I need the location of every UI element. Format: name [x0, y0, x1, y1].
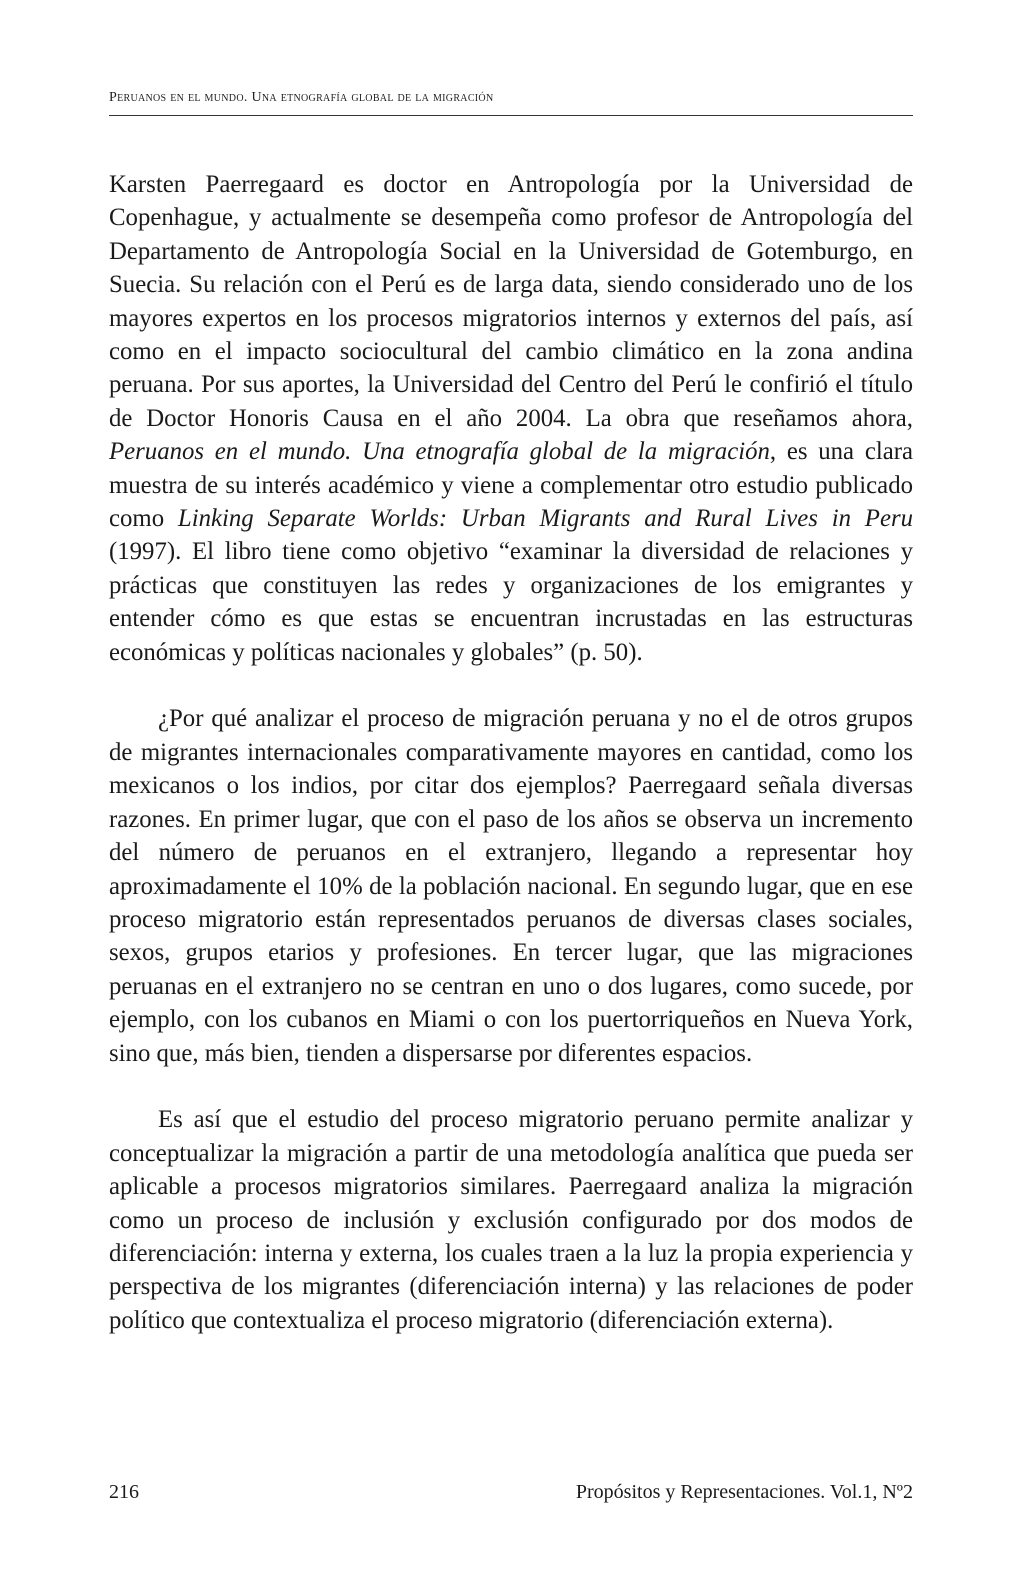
page-footer [109, 1481, 913, 1504]
text-segment: Karsten Paerregaard es doctor en Antropología por la Universidad de Copenhague, y actualmente se desempeña como profesor de Antropología del Departamento de Antropología Social en la Universidad de Gotemburgo, en Suecia. Su relación con el Perú es de larga data, siendo considerado uno de los mayores expertos en los procesos migratorios internos y externos del país, así como en el impacto sociocultural del cambio climático en la zona andina peruana. Por sus aportes, la Universidad del Centro del Perú le confirió el título de Doctor Honoris Causa en el año 2004. La obra que reseñamos ahora, [109, 171, 913, 432]
article-body [109, 168, 913, 1337]
text-segment: Es así que el estudio del proceso migratorio peruano permite analizar y conceptualizar la migración a partir de una metodología analítica que pueda ser aplicable a procesos migratorios similares. Paerregaard analiza la migración como un proceso de inclusión y exclusión configurado por dos modos de diferenciación: interna y externa, los cuales traen a la luz la propia experiencia y perspectiva de los migrantes (diferenciación interna) y las relaciones de poder político que contextualiza el proceso migratorio (diferenciación externa). [109, 1106, 913, 1334]
paragraph-2 [109, 702, 913, 1069]
text-segment: (1997). El libro tiene como objetivo “examinar la diversidad de relaciones y prácticas que constituyen las redes y organizaciones de los emigrantes y entender cómo es que estas se encuentran incrustadas en las estructuras económicas y políticas nacionales y globales” (p. 50). [109, 538, 913, 666]
paragraph-3 [109, 1103, 913, 1337]
text-segment: ¿Por qué analizar el proceso de migración peruana y no el de otros grupos de migrantes internacionales comparativamente mayores en cantidad, como los mexicanos o los indios, por citar dos ejemplos? Paerregaard señala diversas razones. En primer lugar, que con el paso de los años se observa un incremento del número de peruanos en el extranjero, llegando a representar hoy aproximadamente el 10% de la población nacional. En segundo lugar, que en ese proceso migratorio están representados peruanos de diversas clases sociales, sexos, grupos etarios y profesiones. En tercer lugar, que las migraciones peruanas en el extranjero no se centran en uno o dos lugares, como sucede, por ejemplo, con los cubanos en Miami o con los puertorriqueños en Nueva York, sino que, más bien, tienden a dispersarse por diferentes espacios. [109, 705, 913, 1067]
book-title-italic: Peruanos en el mundo. Una etnografía global de la migración [109, 438, 770, 466]
paragraph-1 [109, 168, 913, 669]
book-title-italic: Linking Separate Worlds: Urban Migrants and Rural Lives in Peru [177, 505, 914, 533]
text-segment: , es una clara muestra de su interés académico y viene a complementar otro estudio publicado como [109, 438, 913, 533]
header-rule [109, 115, 913, 116]
running-head: Peruanos en el mundo. Una etnografía global de la migración [109, 90, 494, 105]
journal-citation: Propósitos y Representaciones. Vol.1, Nº2 [575, 1481, 913, 1503]
page-number: 216 [109, 1481, 139, 1503]
